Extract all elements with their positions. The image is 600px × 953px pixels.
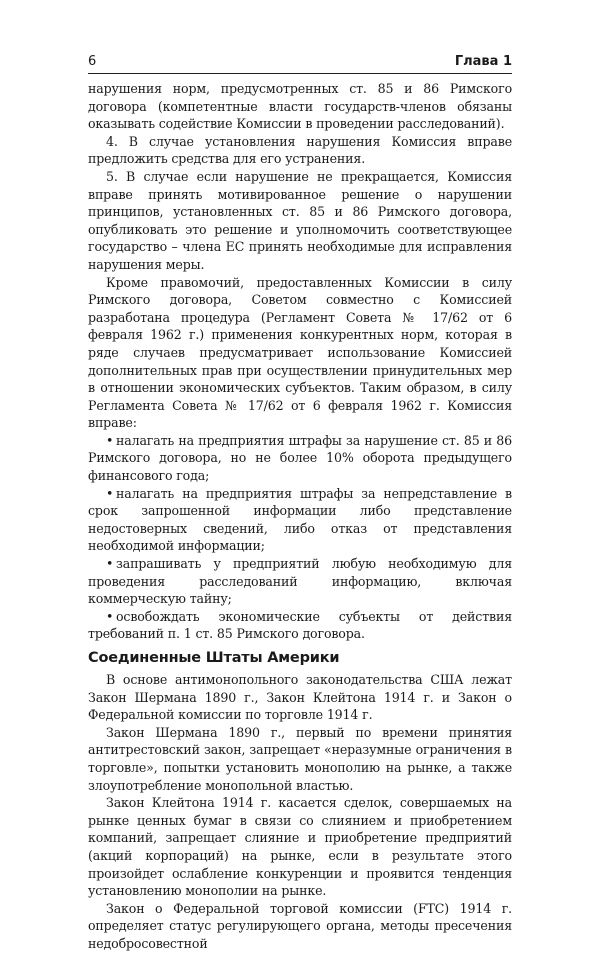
header-rule	[88, 73, 512, 74]
list-item	[88, 432, 512, 485]
bullet-icon: •	[106, 485, 114, 501]
list-item-text: освобождать экономические субъекты от действия требований п. 1 ст. 85 Римского договора.	[88, 608, 512, 642]
paragraph: Закон о Федеральной торговой комиссии (FTC) 1914 г. определяет статус регулирующего органа, методы пресечения недобросовестной	[88, 900, 512, 951]
paragraph: Кроме правомочий, предоставленных Комиссии в силу Римского договора, Советом совместно с Комиссией разработана процедура (Регламент Совета № 17/62 от 6 февраля 1962 г.) применения конкурентных норм, которая в ряде случаев предусматривает использование Комиссией дополнительных прав при осуществлении принудительных мер в отношении экономических субъектов. Таким образом, в силу Регламента Совета № 17/62 от 6 февраля 1962 г. Комиссия вправе:	[88, 274, 512, 431]
list-item	[88, 485, 512, 555]
bullet-icon: •	[106, 608, 114, 624]
paragraph: Закон Клейтона 1914 г. касается сделок, совершаемых на рынке ценных бумаг в связи со слиянием и приобретением компаний, запрещает слияние и приобретение предприятий (акций корпораций) на рынке, если в результате этого произойдет ослабление конкуренции и проявится тенденция установлению монополии на рынке.	[88, 795, 512, 899]
page-body	[88, 80, 512, 953]
page-number: 6	[88, 54, 97, 69]
paragraph: В основе антимонопольного законодательства США лежат Закон Шермана 1890 г., Закон Клейтона 1914 г. и Закон о Федеральной комиссии по торговле 1914 г.	[88, 672, 512, 723]
paragraph: 4. В случае установления нарушения Комиссия вправе предложить средства для его устранения.	[88, 133, 512, 167]
bullet-icon: •	[106, 432, 114, 448]
list-item	[88, 608, 512, 643]
paragraph: Закон Шермана 1890 г., первый по времени принятия антитрестовский закон, запрещает «неразумные ограничения в торговле», попытки установить монополию на рынке, а также злоупотребление монопольной властью.	[88, 724, 512, 793]
chapter-label: Глава 1	[454, 54, 512, 69]
paragraph: нарушения норм, предусмотренных ст. 85 и 86 Римского договора (компетентные власти государств-членов обязаны оказывать содействие Комиссии в проведении расследований).	[88, 81, 512, 132]
bullet-list	[88, 432, 512, 643]
section-title: Соединенные Штаты Америки	[88, 650, 340, 666]
bullet-icon: •	[106, 556, 114, 572]
paragraph: 5. В случае если нарушение не прекращается, Комиссия вправе принять мотивированное решение о нарушении принципов, установленных ст. 85 и 86 Римского договора, опубликовать это решение и уполномочить соответствующее государство – члена ЕС принять необходимые для исправления нарушения меры.	[88, 168, 512, 272]
list-item-text: запрашивать у предприятий любую необходимую для проведения расследований информацию, включая коммерческую тайну;	[88, 556, 512, 607]
list-item	[88, 555, 512, 608]
list-item-text: налагать на предприятия штрафы за нарушение ст. 85 и 86 Римского договора, но не более 10% оборота предыдущего финансового года;	[88, 432, 512, 484]
list-item-text: налагать на предприятия штрафы за непредставление в срок запрошенной информации либо представление недостоверных сведений, либо отказ от представления необходимой информации;	[88, 485, 512, 554]
